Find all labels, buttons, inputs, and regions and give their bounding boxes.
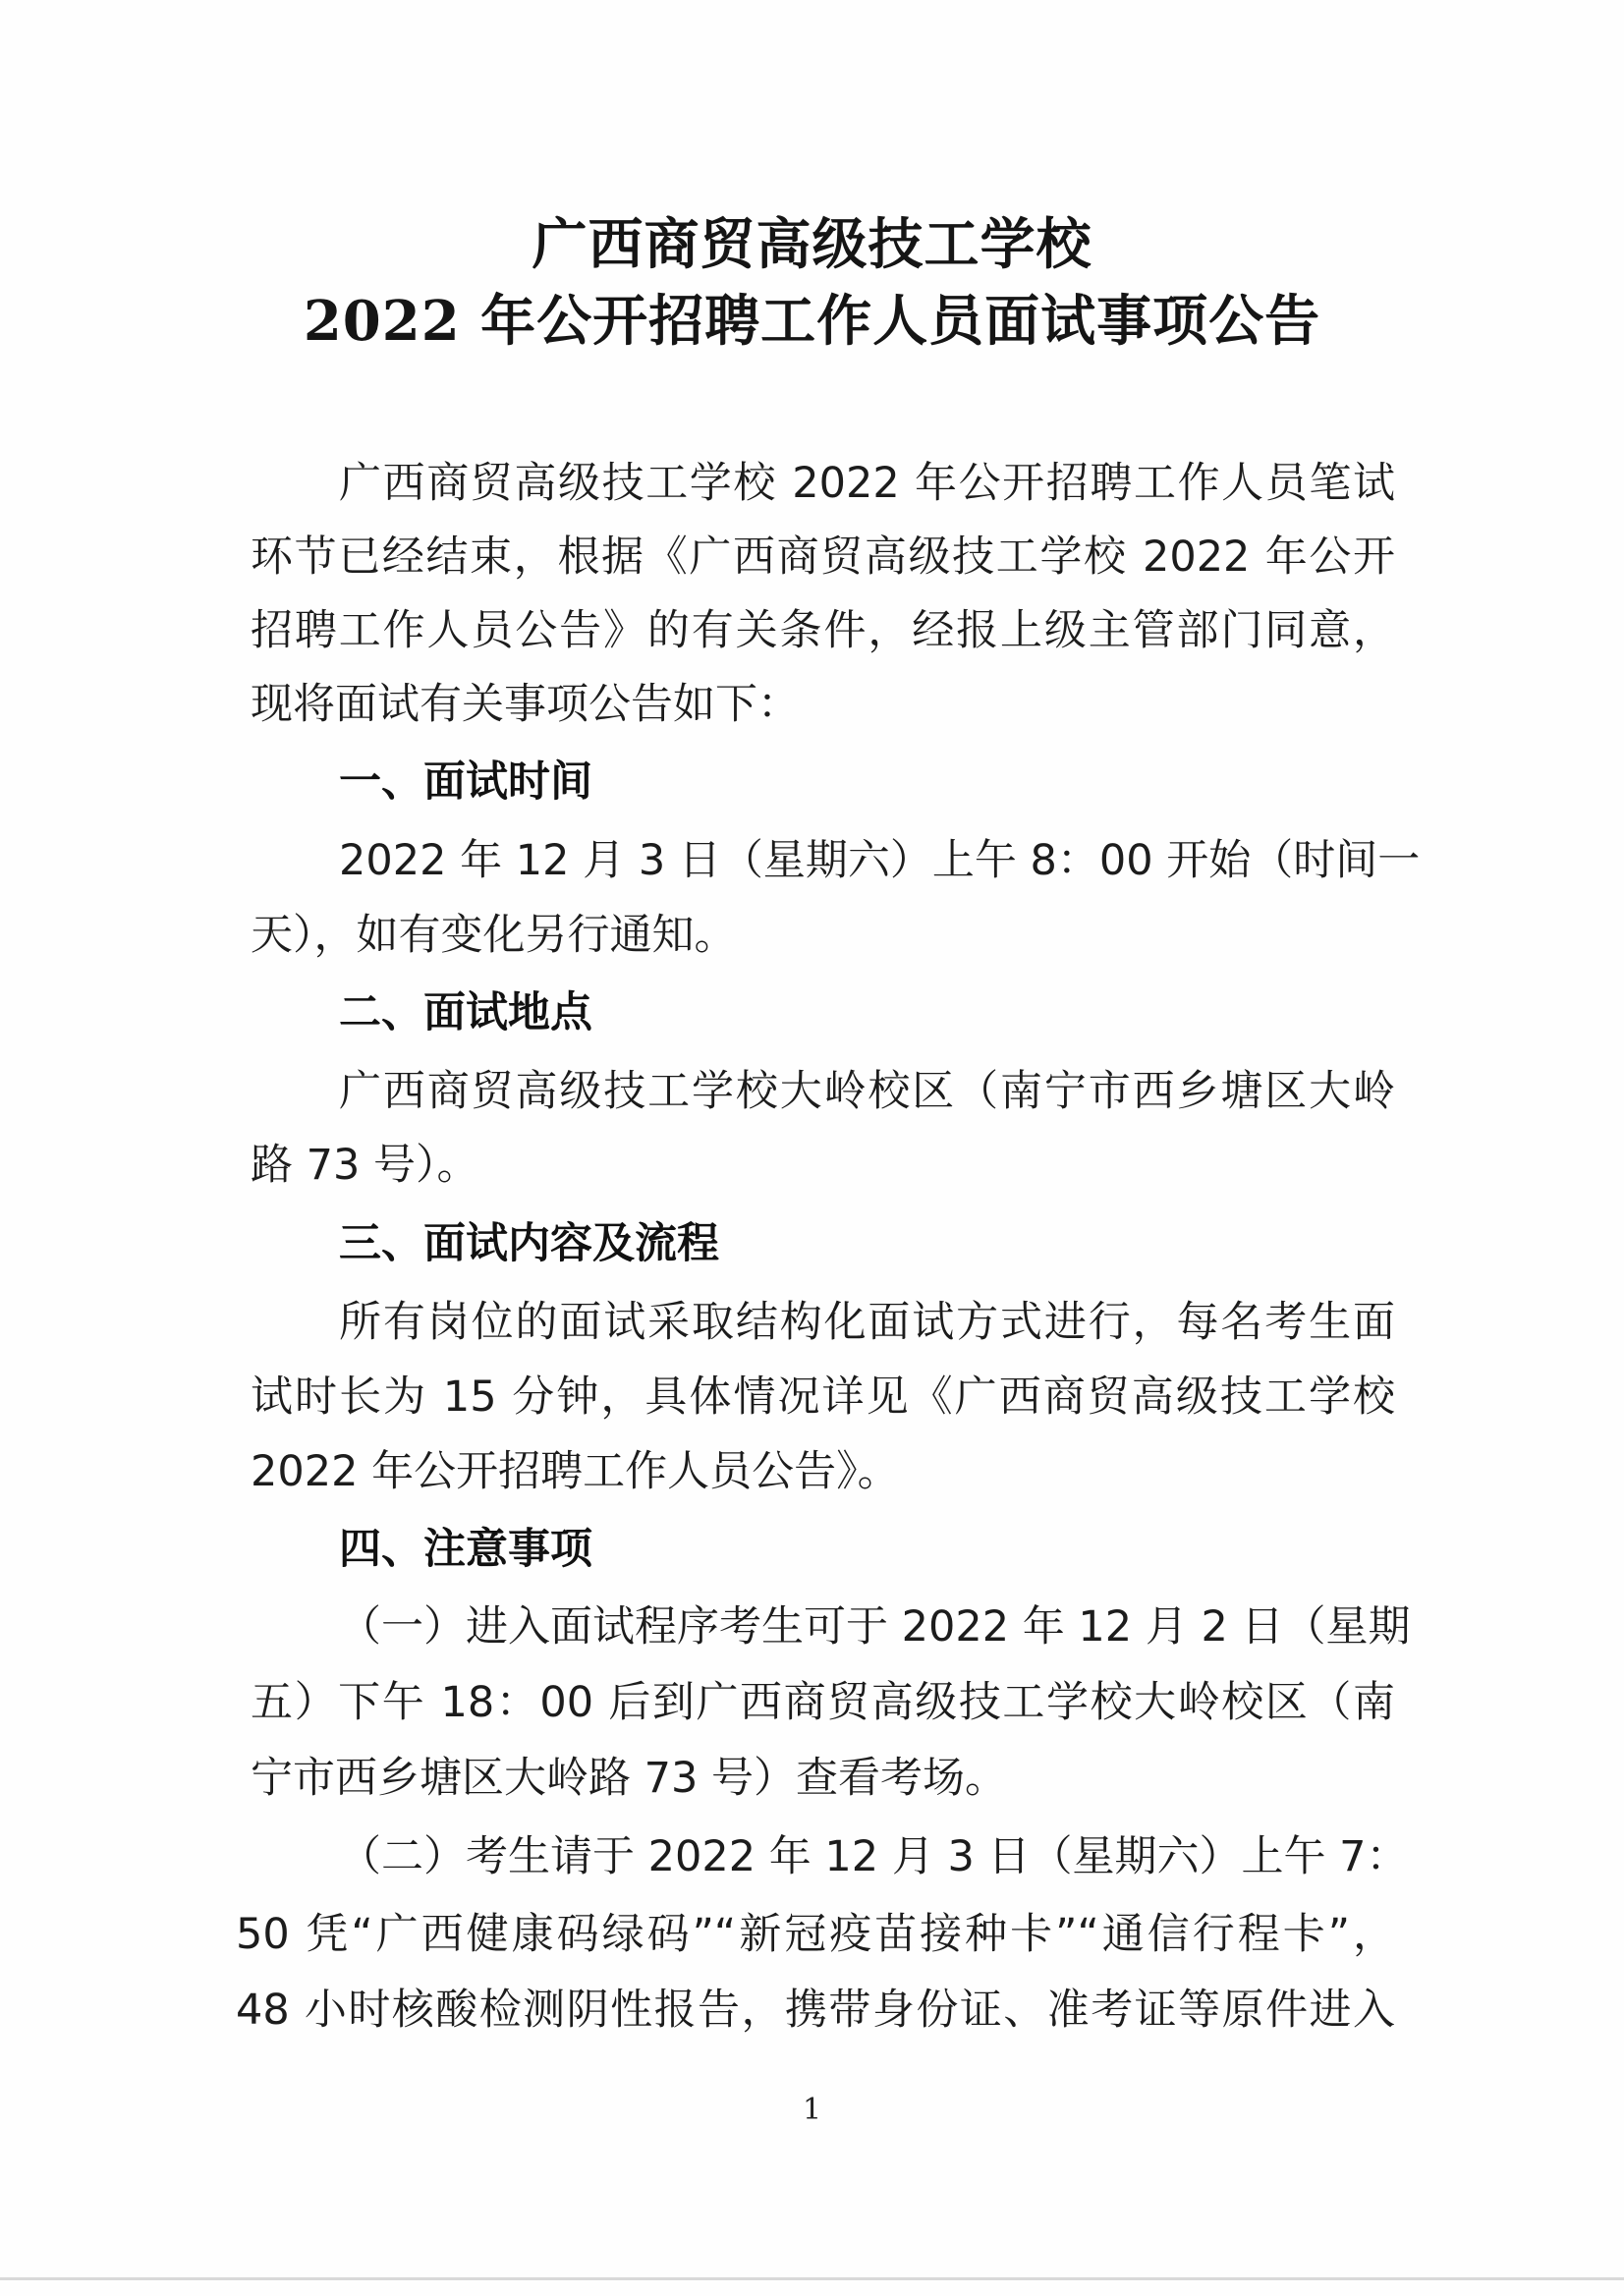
section-line: 2022 年 12 月 3 日（星期六）上午 8：00 开始（时间一 <box>339 836 1421 885</box>
section-line: （二）考生请于 2022 年 12 月 3 日（星期六）上午 7： <box>339 1832 1409 1881</box>
section-heading: 三、面试内容及流程 <box>339 1219 719 1268</box>
section-heading: 四、注意事项 <box>339 1525 592 1574</box>
section-line: （一）进入面试程序考生可于 2022 年 12 月 2 日（星期 <box>339 1602 1411 1652</box>
intro-line: 广西商贸高级技工学校 2022 年公开招聘工作人员笔试 <box>339 459 1395 508</box>
section-heading: 一、面试时间 <box>339 757 592 807</box>
scan-edge-divider <box>0 2277 1624 2280</box>
section-line: 所有岗位的面试采取结构化面试方式进行，每名考生面 <box>339 1298 1395 1347</box>
section-line: 路 73 号）。 <box>251 1141 479 1190</box>
intro-line: 现将面试有关事项公告如下： <box>251 680 800 729</box>
section-line: 广西商贸高级技工学校大岭校区（南宁市西乡塘区大岭 <box>339 1067 1395 1116</box>
section-heading: 二、面试地点 <box>339 988 592 1037</box>
intro-line: 环节已经结束，根据《广西商贸高级技工学校 2022 年公开 <box>251 532 1395 582</box>
document-title-line2: 2022 年公开招聘工作人员面试事项公告 <box>303 289 1321 354</box>
document-title-line1: 广西商贸高级技工学校 <box>532 212 1092 277</box>
intro-line: 招聘工作人员公告》的有关条件，经报上级主管部门同意， <box>251 606 1395 655</box>
section-line: 2022 年公开招聘工作人员公告》。 <box>251 1447 900 1496</box>
section-line: 50 凭“广西健康码绿码”“新冠疫苗接种卡”“通信行程卡”， <box>236 1910 1395 1959</box>
page-number: 1 <box>802 2093 822 2127</box>
section-line: 48 小时核酸检测阴性报告，携带身份证、准考证等原件进入 <box>236 1986 1395 2035</box>
section-line: 五）下午 18：00 后到广西商贸高级技工学校大岭校区（南 <box>251 1678 1395 1727</box>
section-line: 天），如有变化另行通知。 <box>251 911 737 960</box>
section-line: 试时长为 15 分钟，具体情况详见《广西商贸高级技工学校 <box>251 1372 1395 1422</box>
section-line: 宁市西乡塘区大岭路 73 号）查看考场。 <box>251 1754 1008 1803</box>
